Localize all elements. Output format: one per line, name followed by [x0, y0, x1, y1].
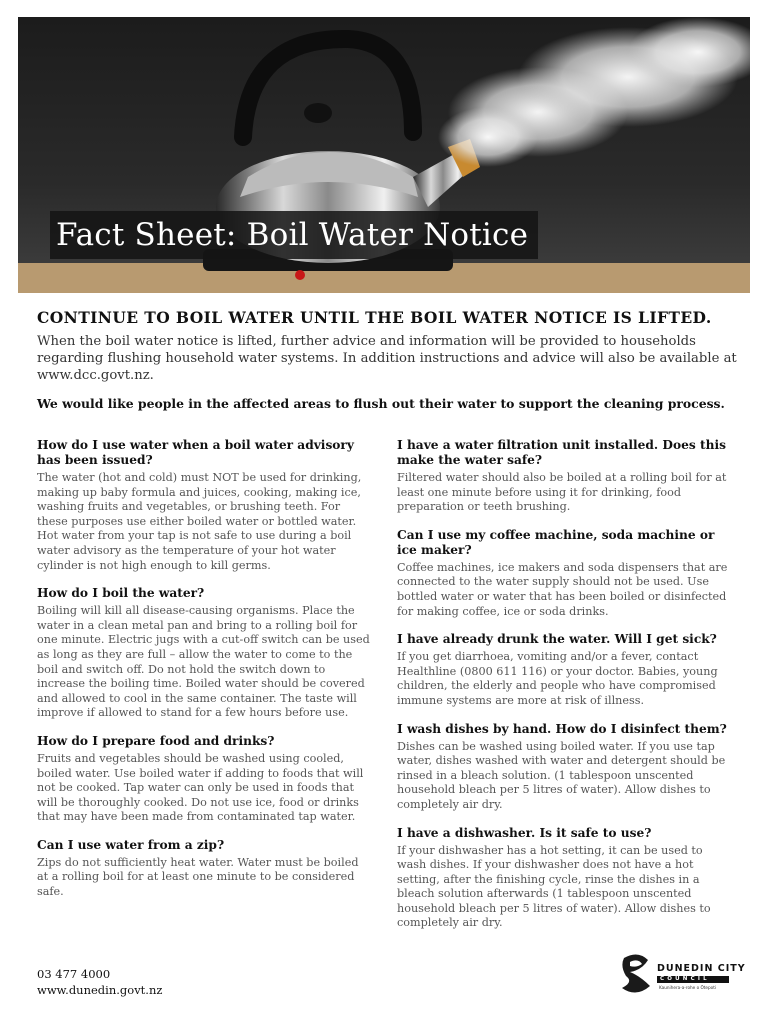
answer: Boiling will kill all disease-causing organisms. Place the water in a clean metal pan and bring to a rolling boil for one minute. Electric jugs with a cut-off switch can be used as long as they are full – allow the water to come to the boil and switch off. Do not hold the switch down to increase the boiling time. Boiled water should be covered and allowed to cool in the same container. The taste will improve if allowed to stand for a few hours before use. — [37, 604, 370, 720]
answer: Zips do not sufficiently heat water. Water must be boiled at a rolling boil for at least one minute to be considered safe. — [37, 855, 359, 899]
footer-contact — [37, 966, 162, 998]
qa-item — [397, 528, 731, 619]
question: How do I prepare food and drinks? — [37, 733, 275, 748]
qa-item — [37, 586, 371, 721]
logo-tagline: Kaunihera-a-rohe o Ōtepoti — [659, 985, 717, 990]
logo-text: COUNCIL — [660, 975, 710, 982]
phone-number: 03 477 4000 — [37, 967, 111, 981]
qa-item — [397, 632, 731, 708]
question: How do I use water when a boil water advisory has been issued? — [37, 438, 354, 467]
question: I have a dishwasher. Is it safe to use? — [397, 825, 652, 840]
answer: The water (hot and cold) must NOT be used for drinking, making up baby formula and juices, cooking, making ice, washing fruits and vegetables, or brushing teeth. For these purposes use either boiled water or bottled water. Hot water from your tap is not safe to use during a boil water advisory as the temperature of your hot water cylinder is not high enough to kill germs. — [37, 471, 362, 572]
answer: Filtered water should also be boiled at a rolling boil for at least one minute before using it for drinking, food preparation or teeth brushing. — [397, 471, 727, 514]
headline: CONTINUE TO BOIL WATER UNTIL THE BOIL WATER NOTICE IS LIFTED. — [37, 308, 712, 327]
question: Can I use my coffee machine, soda machine or ice maker? — [397, 527, 715, 557]
council-logo — [620, 952, 746, 996]
answer: Fruits and vegetables should be washed using cooled, boiled water. Use boiled water if adding to foods that will not be cooked. Tap water can only be used in foods that will be thoroughly cooked. Do not use ice, food or drinks that may have been made from contaminated tap water. — [37, 751, 364, 824]
question: I have already drunk the water. Will I get sick? — [397, 632, 717, 647]
qa-item — [397, 722, 731, 813]
intro-bold-statement: We would like people in the affected areas to flush out their water to support the cleaning process. — [37, 396, 725, 411]
council-logo-icon — [620, 952, 656, 996]
answer: If your dishwasher has a hot setting, it can be used to wash dishes. If your dishwasher does not have a hot setting, after the finishing cycle, rinse the dishes in a bleach solution afterwards (1 tablespoon unscented household bleach per 5 litres of water). Allow dishes to completely air dry. — [397, 843, 711, 930]
question: How do I boil the water? — [37, 586, 205, 601]
qa-item — [37, 838, 371, 900]
answer: If you get diarrhoea, vomiting and/or a fever, contact Healthline (0800 611 116) or your doctor. Babies, young children, the elderly and people who have compromised immune systems are more at risk of illness. — [397, 650, 718, 707]
question: I wash dishes by hand. How do I disinfect them? — [397, 721, 727, 736]
answer: Coffee machines, ice makers and soda dispensers that are connected to the water supply should not be used. Use bottled water or water that has been boiled or disinfected for making coffee, ice or soda drinks. — [397, 560, 728, 618]
title-banner — [50, 211, 538, 259]
answer: Dishes can be washed using boiled water. If you use tap water, dishes washed with water and detergent should be rinsed in a bleach solution. (1 tablespoon unscented household bleach per 5 litres of water). Allow dishes to completely air dry. — [397, 739, 726, 811]
page-title: Fact Sheet: Boil Water Notice — [56, 217, 529, 253]
hero-image — [18, 17, 750, 293]
qa-item — [397, 438, 731, 515]
question: Can I use water from a zip? — [37, 837, 225, 852]
question: I have a water filtration unit installed. Does this make the water safe? — [397, 438, 726, 467]
intro-paragraph: When the boil water notice is lifted, further advice and information will be provided to households regarding flushing household water systems. In addition instructions and advice will also be available at www.dcc.govt.nz. — [37, 334, 737, 383]
qa-item — [37, 438, 371, 573]
left-column — [37, 438, 371, 913]
qa-item — [37, 734, 371, 825]
qa-item — [397, 826, 731, 932]
logo-text: DUNEDIN CITY — [657, 963, 746, 974]
website-link[interactable]: www.dunedin.govt.nz — [37, 983, 163, 997]
right-column — [397, 438, 731, 944]
